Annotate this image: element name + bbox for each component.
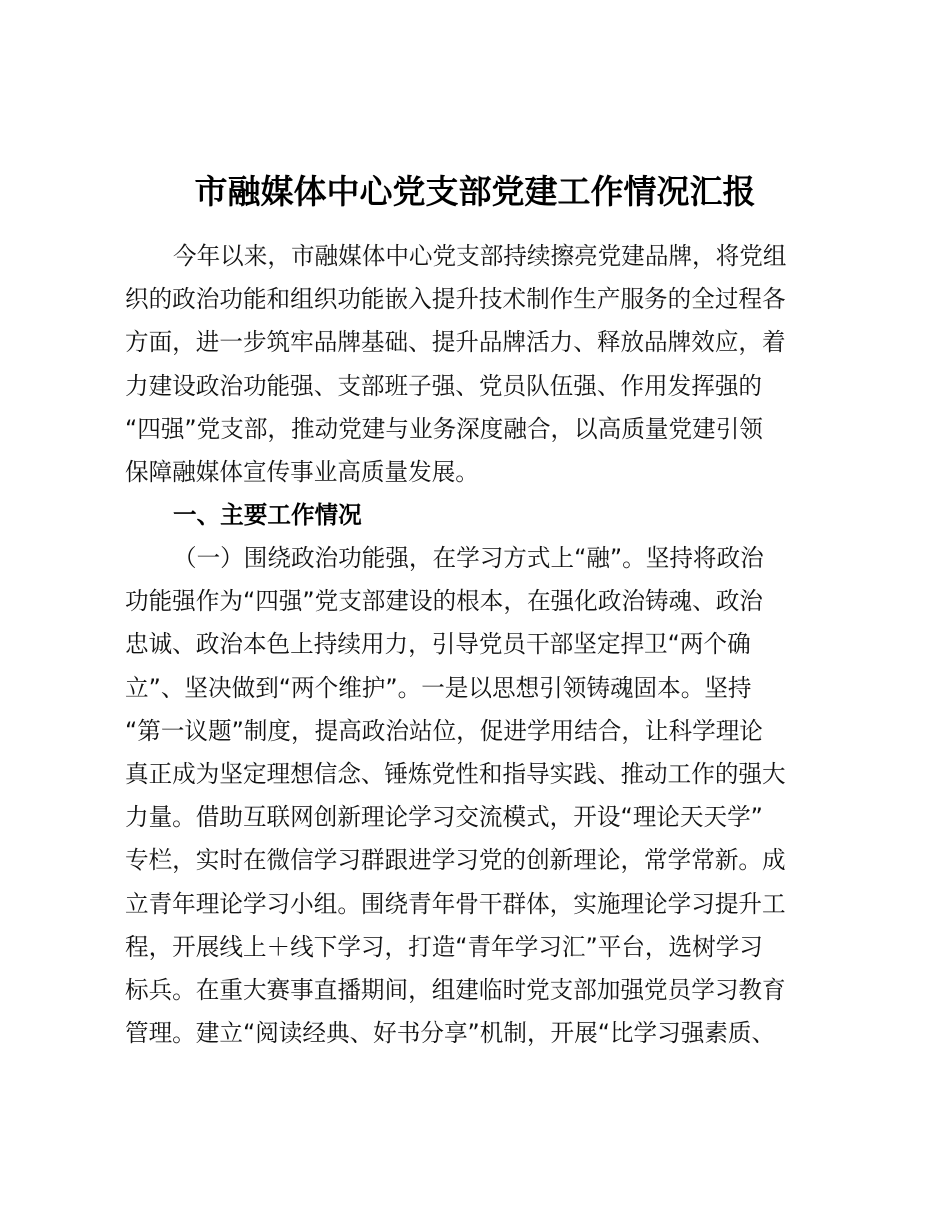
document-title: 市融媒体中心党支部党建工作情况汇报 — [194, 172, 756, 211]
paragraph-line: 程，开展线上＋线下学习，打造“青年学习汇”平台，选树学习 — [125, 932, 763, 961]
intro-paragraph — [125, 235, 825, 494]
paragraph-line: 方面，进一步筑牢品牌基础、提升品牌活力、释放品牌效应，着 — [125, 328, 786, 357]
paragraph-line: 专栏，实时在微信学习群跟进学习党的创新理论，常学常新。成 — [125, 846, 786, 875]
paragraph-line: 标兵。在重大赛事直播期间，组建临时党支部加强党员学习教育 — [125, 975, 786, 1004]
paragraph-line: 今年以来，市融媒体中心党支部持续擦亮党建品牌，将党组 — [173, 242, 787, 270]
paragraph-line: 力建设政治功能强、支部班子强、党员队伍强、作用发挥强的 — [125, 371, 763, 400]
paragraph-line: 保障融媒体宣传事业高质量发展。 — [125, 457, 479, 486]
paragraph-line: “四强”党支部，推动党建与业务深度融合，以高质量党建引领 — [125, 414, 763, 443]
paragraph-line: 立”、坚决做到“两个维护”。一是以思想引领铸魂固本。坚持 — [125, 673, 752, 702]
subsection-paragraph — [125, 537, 825, 1055]
paragraph-line: “第一议题”制度，提高政治站位，促进学用结合，让科学理论 — [125, 716, 763, 745]
paragraph-line: 织的政治功能和组织功能嵌入提升技术制作生产服务的全过程各 — [125, 285, 786, 314]
paragraph-line: 忠诚、政治本色上持续用力，引导党员干部坚定捍卫“两个确 — [125, 630, 751, 659]
paragraph-line: （一）围绕政治功能强，在学习方式上“融”。坚持将政治 — [173, 544, 764, 572]
section-heading: 一、主要工作情况 — [173, 501, 362, 529]
paragraph-line: 真正成为坚定理想信念、锤炼党性和指导实践、推动工作的强大 — [125, 759, 786, 788]
paragraph-line: 管理。建立“阅读经典、好书分享”机制，开展“比学习强素质、 — [125, 1019, 776, 1048]
paragraph-line: 力量。借助互联网创新理论学习交流模式，开设“理论天天学” — [125, 803, 763, 832]
paragraph-line: 功能强作为“四强”党支部建设的根本，在强化政治铸魂、政治 — [125, 587, 763, 616]
paragraph-line: 立青年理论学习小组。围绕青年骨干群体，实施理论学习提升工 — [125, 889, 786, 918]
